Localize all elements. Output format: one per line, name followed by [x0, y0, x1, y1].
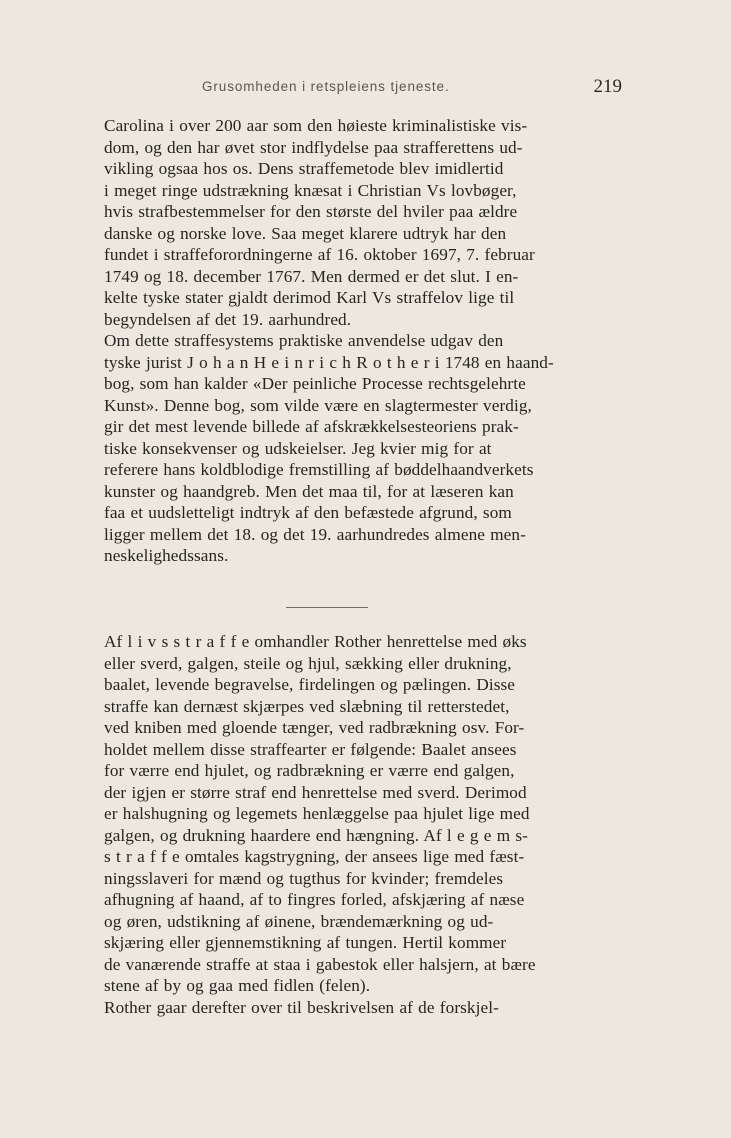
text-block-upper [104, 115, 616, 567]
text-line: kunster og haandgreb. Men det maa til, for at læseren kan [104, 481, 514, 501]
paragraph-rother-handbook [104, 330, 616, 567]
paragraph-continuation [104, 997, 616, 1019]
text-line: ved kniben med gloende tænger, ved radbrækning osv. For- [104, 718, 525, 737]
text-line: Om dette straffesystems praktiske anvendelse udgav den [104, 331, 504, 350]
text-line: Af l i v s s t r a f f e omhandler Rother henrettelse med øks [104, 632, 527, 651]
text-line: vikling ogsaa hos os. Dens straffemetode blev imidlertid [104, 159, 504, 178]
text-line: Carolina i over 200 aar som den høieste kriminalistiske vis- [104, 116, 528, 135]
section-separator [286, 607, 368, 608]
text-line: danske og norske love. Saa meget klarere udtryk har den [104, 223, 507, 243]
text-line: neskelighedssans. [104, 546, 229, 565]
text-line: i meget ringe udstrækning knæsat i Christian Vs lovbøger, [104, 180, 517, 200]
text-line: kelte tyske stater gjaldt derimod Karl Vs straffelov lige til [104, 288, 515, 307]
paragraph-death-penalties [104, 631, 616, 997]
running-header [100, 76, 622, 102]
text-block-lower [104, 631, 616, 1018]
text-line: straffe kan dernæst skjærpes ved slæbning til retterstedet, [104, 696, 510, 716]
text-line: fundet i straffeforordningerne af 16. oktober 1697, 7. februar [104, 245, 535, 264]
text-line: eller sverd, galgen, steile og hjul, sækking eller drukning, [104, 653, 512, 673]
text-line: referere hans koldblodige fremstilling af bøddelhaandverkets [104, 460, 534, 479]
text-line: bog, som han kalder «Der peinliche Processe rechtsgelehrte [104, 374, 526, 393]
text-line: stene af by og gaa med fidlen (felen). [104, 976, 371, 995]
text-line: er halshugning og legemets henlæggelse paa hjulet lige med [104, 804, 530, 823]
text-line: hvis strafbestemmelser for den største del hviler paa ældre [104, 202, 518, 221]
text-line: baalet, levende begravelse, firdelingen og pælingen. Disse [104, 675, 516, 694]
text-line: Kunst». Denne bog, som vilde være en slagtermester verdig, [104, 395, 532, 415]
text-line: Rother gaar derefter over til beskrivelsen af de forskjel- [104, 997, 499, 1017]
text-line: dom, og den har øvet stor indflydelse paa strafferettens ud- [104, 137, 523, 157]
text-line: holdet mellem disse straffearter er følgende: Baalet ansees [104, 739, 517, 759]
text-line: s t r a f f e omtales kagstrygning, der ansees lige med fæst- [104, 847, 525, 866]
page-number: 219 [593, 76, 622, 97]
text-line: skjæring eller gjennemstikning af tungen. Hertil kommer [104, 933, 507, 952]
paragraph-carolina [104, 115, 616, 330]
text-line: gir det mest levende billede af afskrækkelsesteoriens prak- [104, 417, 519, 436]
text-line: galgen, og drukning haardere end hængning. Af l e g e m s- [104, 825, 528, 845]
text-line: faa et uudsletteligt indtryk af den befæstede afgrund, som [104, 503, 512, 522]
text-line: 1749 og 18. december 1767. Men dermed er det slut. I en- [104, 266, 519, 286]
running-title: Grusomheden i retspleiens tjeneste. [202, 79, 450, 94]
text-line: for værre end hjulet, og radbrækning er værre end galgen, [104, 761, 515, 780]
text-line: tiske konsekvenser og udskeielser. Jeg kvier mig for at [104, 438, 492, 458]
text-line: begyndelsen af det 19. aarhundred. [104, 309, 352, 329]
text-line: og øren, udstikning af øinene, brændemærkning og ud- [104, 911, 494, 931]
text-line: ligger mellem det 18. og det 19. aarhundredes almene men- [104, 524, 526, 544]
text-line: der igjen er større straf end henrettelse med sverd. Derimod [104, 782, 527, 802]
text-line: ningsslaveri for mænd og tugthus for kvinder; fremdeles [104, 868, 504, 888]
text-line: tyske jurist J o h a n H e i n r i c h R o t h e r i 1748 en haand- [104, 352, 554, 372]
text-line: afhugning af haand, af to fingres forled, afskjæring af næse [104, 890, 525, 909]
text-line: de vanærende straffe at staa i gabestok eller halsjern, at bære [104, 954, 536, 974]
